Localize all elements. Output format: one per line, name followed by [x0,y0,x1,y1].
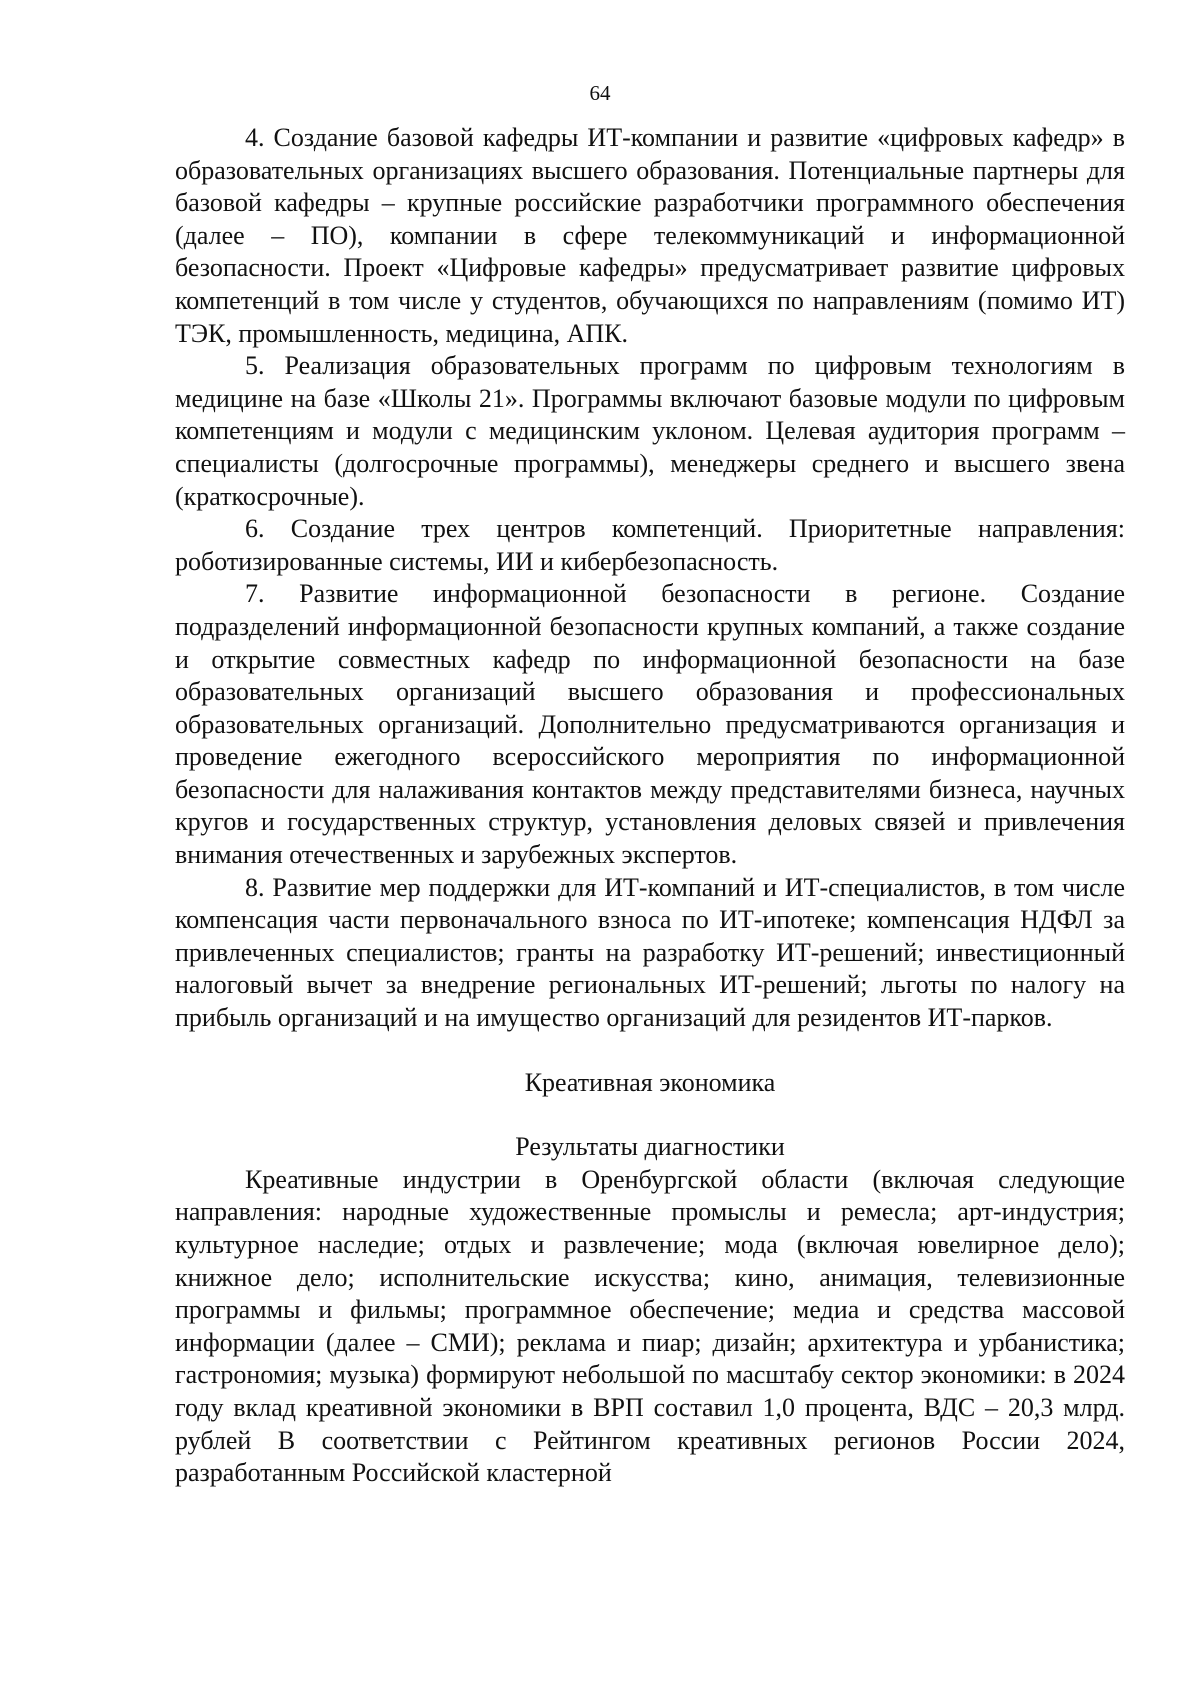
paragraph-item-6: 6. Создание трех центров компетенций. Приоритетные направления: роботизированные системы, ИИ и кибербезопасность. [175,514,1125,576]
document-body [175,122,1125,1490]
paragraph-item-8: 8. Развитие мер поддержки для ИТ-компаний и ИТ-специалистов, в том числе компенсация части первоначального взноса по ИТ-ипотеке; компенсация НДФЛ за привлеченных специалистов; гранты на разработку ИТ-решений; инвестиционный налоговый вычет за внедрение региональных ИТ-решений; льготы по налогу на прибыль организаций и на имущество организаций для резидентов ИТ-парков. [175,872,1125,1033]
section-paragraph: Креативные индустрии в Оренбургской области (включая следующие направления: народные художественные промыслы и ремесла; арт-индустрия; культурное наследие; отдых и развлечение; мода (включая ювелирное дело); книжное дело; исполнительские искусства; кино, анимация, телевизионные программы и фильмы; программное обеспечение; медиа и средства массовой информации (далее – СМИ); реклама и пиар; дизайн; архитектура и урбанистика; гастрономия; музыка) формируют небольшой по масштабу сектор экономики: в 2024 году вклад креативной экономики в ВРП составил 1,0 процента, ВДС – 20,3 млрд. рублей В соответствии с Рейтингом креативных регионов России 2024, разработанным Российской кластерной [175,1164,1125,1488]
page-number: 64 [589,81,611,105]
section-title: Креативная экономика [524,1067,776,1097]
paragraph-item-4: 4. Создание базовой кафедры ИТ-компании и развитие «цифровых кафедр» в образовательных организациях высшего образования. Потенциальные партнеры для базовой кафедры – крупные российские разработчики программного обеспечения (далее – ПО), компании в сфере телекоммуникаций и информационной безопасности. Проект «Цифровые кафедры» предусматривает развитие цифровых компетенций в том числе у студентов, обучающихся по направлениям (помимо ИТ) ТЭК, промышленность, медицина, АПК. [175,123,1125,348]
paragraph-item-7: 7. Развитие информационной безопасности в регионе. Создание подразделений информационной безопасности крупных компаний, а также создание и открытие совместных кафедр по информационной безопасности на базе образовательных организаций высшего образования и профессиональных образовательных организаций. Дополнительно предусматриваются организация и проведение ежегодного всероссийского мероприятия по информационной безопасности для налаживания контактов между представителями бизнеса, научных кругов и государственных структур, установления деловых связей и привлечения внимания отечественных и зарубежных экспертов. [175,579,1125,870]
paragraph-item-5: 5. Реализация образовательных программ по цифровым технологиям в медицине на базе «Школы 21». Программы включают базовые модули по цифровым компетенциям и модули с медицинским уклоном. Целевая аудитория программ – специалисты (долгосрочные программы), менеджеры среднего и высшего звена (краткосрочные). [175,351,1125,511]
section-subtitle: Результаты диагностики [515,1132,785,1162]
